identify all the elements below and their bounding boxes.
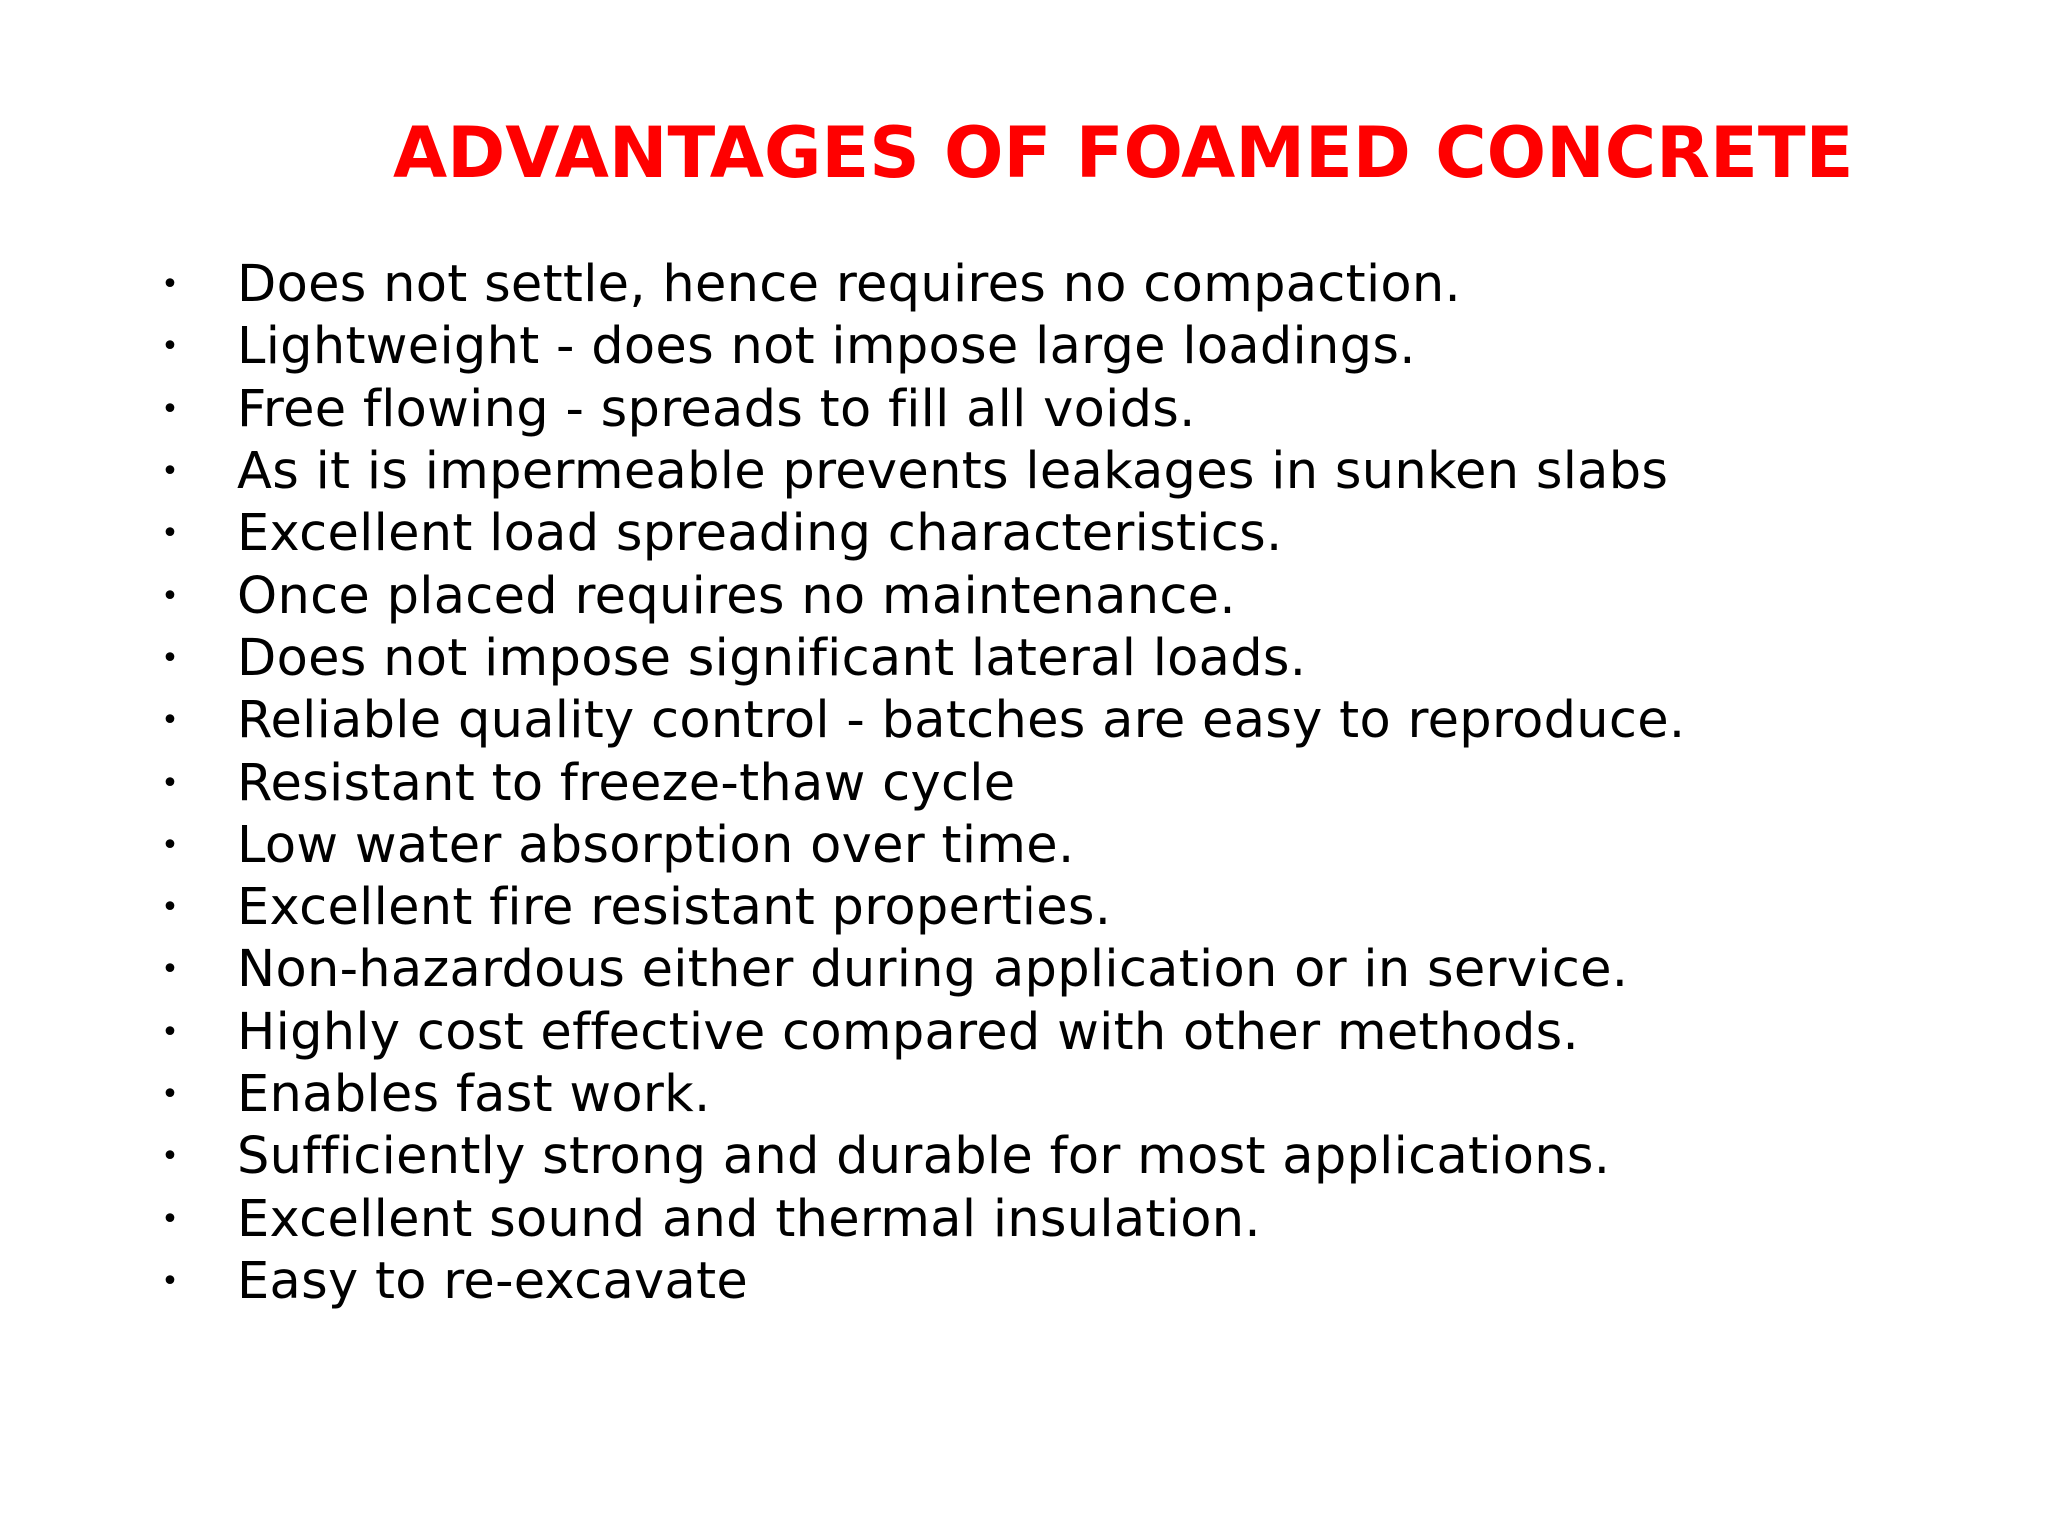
bullet-icon: • [161,1077,179,1112]
list-item-text: Once placed requires no maintenance. [237,566,1236,626]
list-item-text: Excellent fire resistant properties. [237,878,1112,938]
bullet-icon: • [161,516,179,552]
list-item-text: As it is impermeable prevents leakages in sunken slabs [237,442,1669,502]
list-item-text: Resistant to freeze-thaw cycle [237,753,1016,813]
bullet-icon: • [161,391,179,427]
bullet-icon: • [161,765,179,801]
bullet-icon: • [161,827,179,863]
bullet-icon: • [161,952,179,988]
bullet-icon: • [161,640,179,676]
bullet-icon: • [161,1201,179,1237]
bullet-icon: • [161,1014,179,1050]
list-item-text: Highly cost effective compared with other methods. [237,1002,1580,1062]
list-item-text: Low water absorption over time. [237,815,1075,875]
bullet-icon: • [161,890,179,926]
bullet-icon: • [161,1139,179,1175]
list-item-text: Easy to re-excavate [237,1251,749,1311]
list-item-text: Excellent load spreading characteristics. [237,504,1283,564]
list-item-text: Excellent sound and thermal insulation. [237,1189,1261,1249]
list-item-text: Does not impose significant lateral loads. [237,628,1307,688]
list-item-text: Enables fast work. [237,1065,711,1124]
list-item-text: Non-hazardous either during application or in service. [237,940,1629,1000]
bullet-icon: • [161,703,179,739]
bullet-icon: • [161,1263,179,1299]
bullet-icon: • [161,267,179,303]
slide-title: ADVANTAGES OF FOAMED CONCRETE [393,112,1854,194]
list-item-text: Reliable quality control - batches are easy to reproduce. [237,691,1686,751]
bullet-icon: • [161,454,179,490]
bullet-icon: • [161,329,179,365]
bullet-icon: • [161,578,179,614]
list-item-text: Sufficiently strong and durable for most applications. [237,1127,1611,1187]
list-item-text: Free flowing - spreads to fill all voids. [237,379,1196,439]
list-item-text: Does not settle, hence requires no compaction. [237,255,1462,315]
list-item-text: Lightweight - does not impose large loadings. [237,317,1416,377]
